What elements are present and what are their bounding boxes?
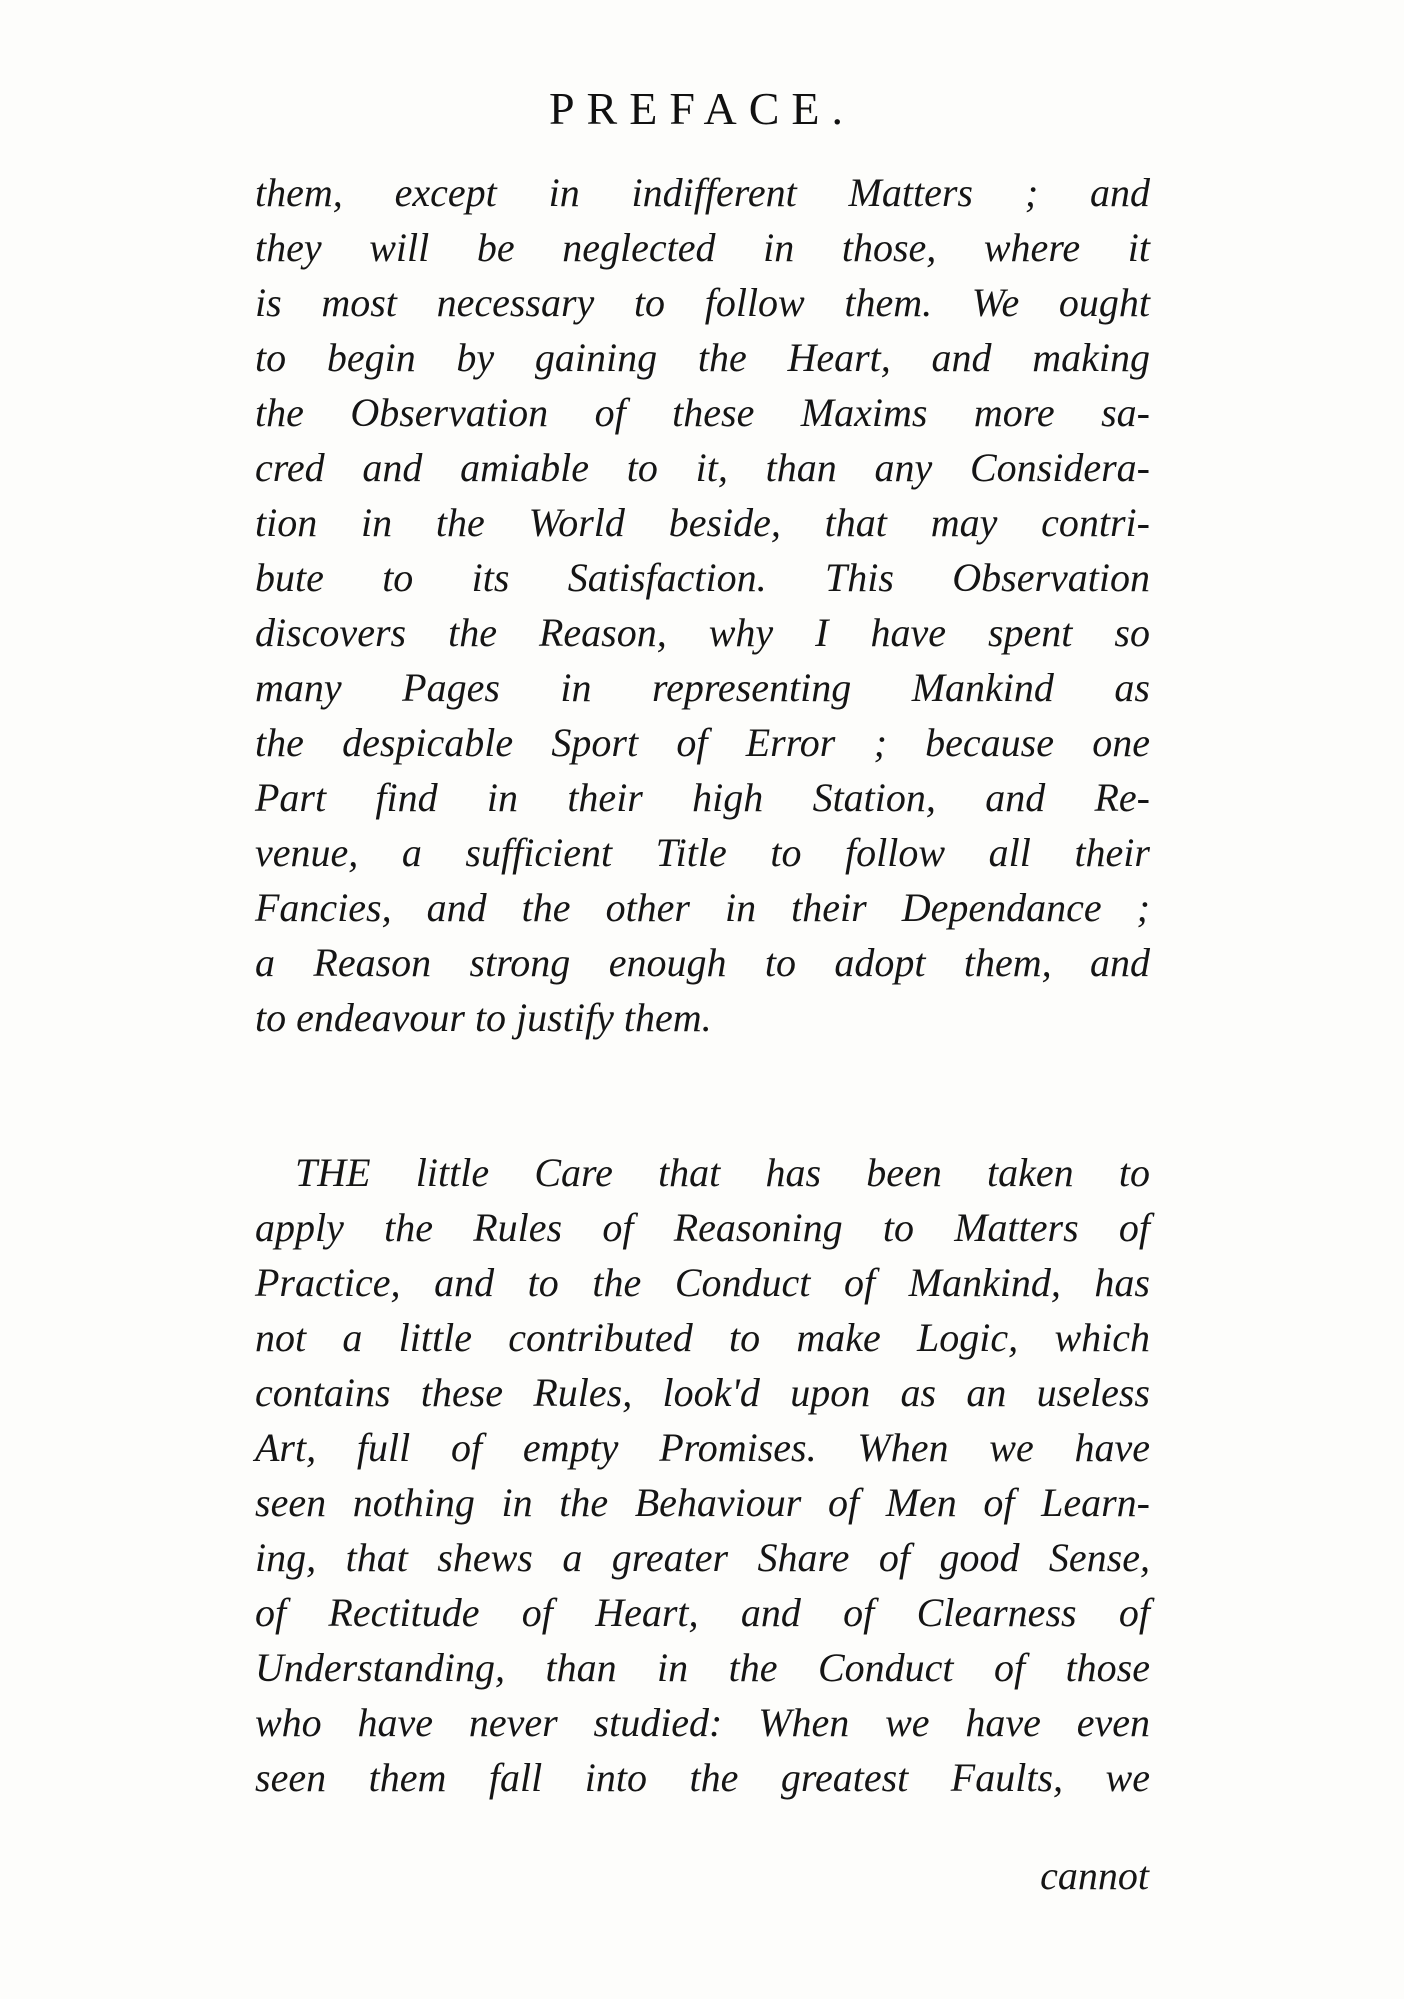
text-line: them, except in indifferent Matters ; and [255, 170, 1150, 215]
text-line: Understanding, than in the Conduct of those [255, 1645, 1150, 1690]
text-line: Part find in their high Station, and Re- [255, 775, 1150, 820]
text-line: the Observation of these Maxims more sa- [255, 390, 1150, 435]
text-line: contains these Rules, look'd upon as an useless [255, 1370, 1150, 1415]
text-line: bute to its Satisfaction. This Observation [255, 555, 1150, 600]
paragraph-2 [255, 1145, 1150, 1805]
text-line: to begin by gaining the Heart, and making [255, 335, 1150, 380]
text-line: is most necessary to follow them. We ought [255, 280, 1150, 325]
text-line: cred and amiable to it, than any Considera- [255, 445, 1150, 490]
running-title: PREFACE. [548, 83, 856, 134]
text-line: tion in the World beside, that may contri- [255, 500, 1150, 545]
text-line: seen them fall into the greatest Faults, we [255, 1755, 1150, 1800]
text-line: they will be neglected in those, where it [255, 225, 1150, 270]
paragraph-1 [255, 165, 1150, 1045]
text-line: seen nothing in the Behaviour of Men of Learn- [255, 1480, 1150, 1525]
text-line: a Reason strong enough to adopt them, and [255, 940, 1150, 985]
text-line: not a little contributed to make Logic, which [255, 1315, 1150, 1360]
text-line: of Rectitude of Heart, and of Clearness of [255, 1590, 1150, 1635]
text-line: the despicable Sport of Error ; because one [255, 720, 1150, 765]
text-line: Art, full of empty Promises. When we have [255, 1425, 1150, 1470]
text-line: Practice, and to the Conduct of Mankind, has [255, 1260, 1150, 1305]
text-line: ing, that shews a greater Share of good Sense, [255, 1535, 1150, 1580]
text-line: discovers the Reason, why I have spent so [255, 610, 1150, 655]
text-line: many Pages in representing Mankind as [255, 665, 1150, 710]
text-line: apply the Rules of Reasoning to Matters of [255, 1205, 1150, 1250]
text-line: Fancies, and the other in their Dependance ; [255, 885, 1150, 930]
text-line: to endeavour to justify them. [255, 995, 712, 1040]
catchword: cannot [1040, 1853, 1149, 1898]
text-line: venue, a sufficient Title to follow all their [255, 830, 1150, 875]
text-line: THE little Care that has been taken to [295, 1150, 1150, 1195]
text-line: who have never studied: When we have even [255, 1700, 1150, 1745]
